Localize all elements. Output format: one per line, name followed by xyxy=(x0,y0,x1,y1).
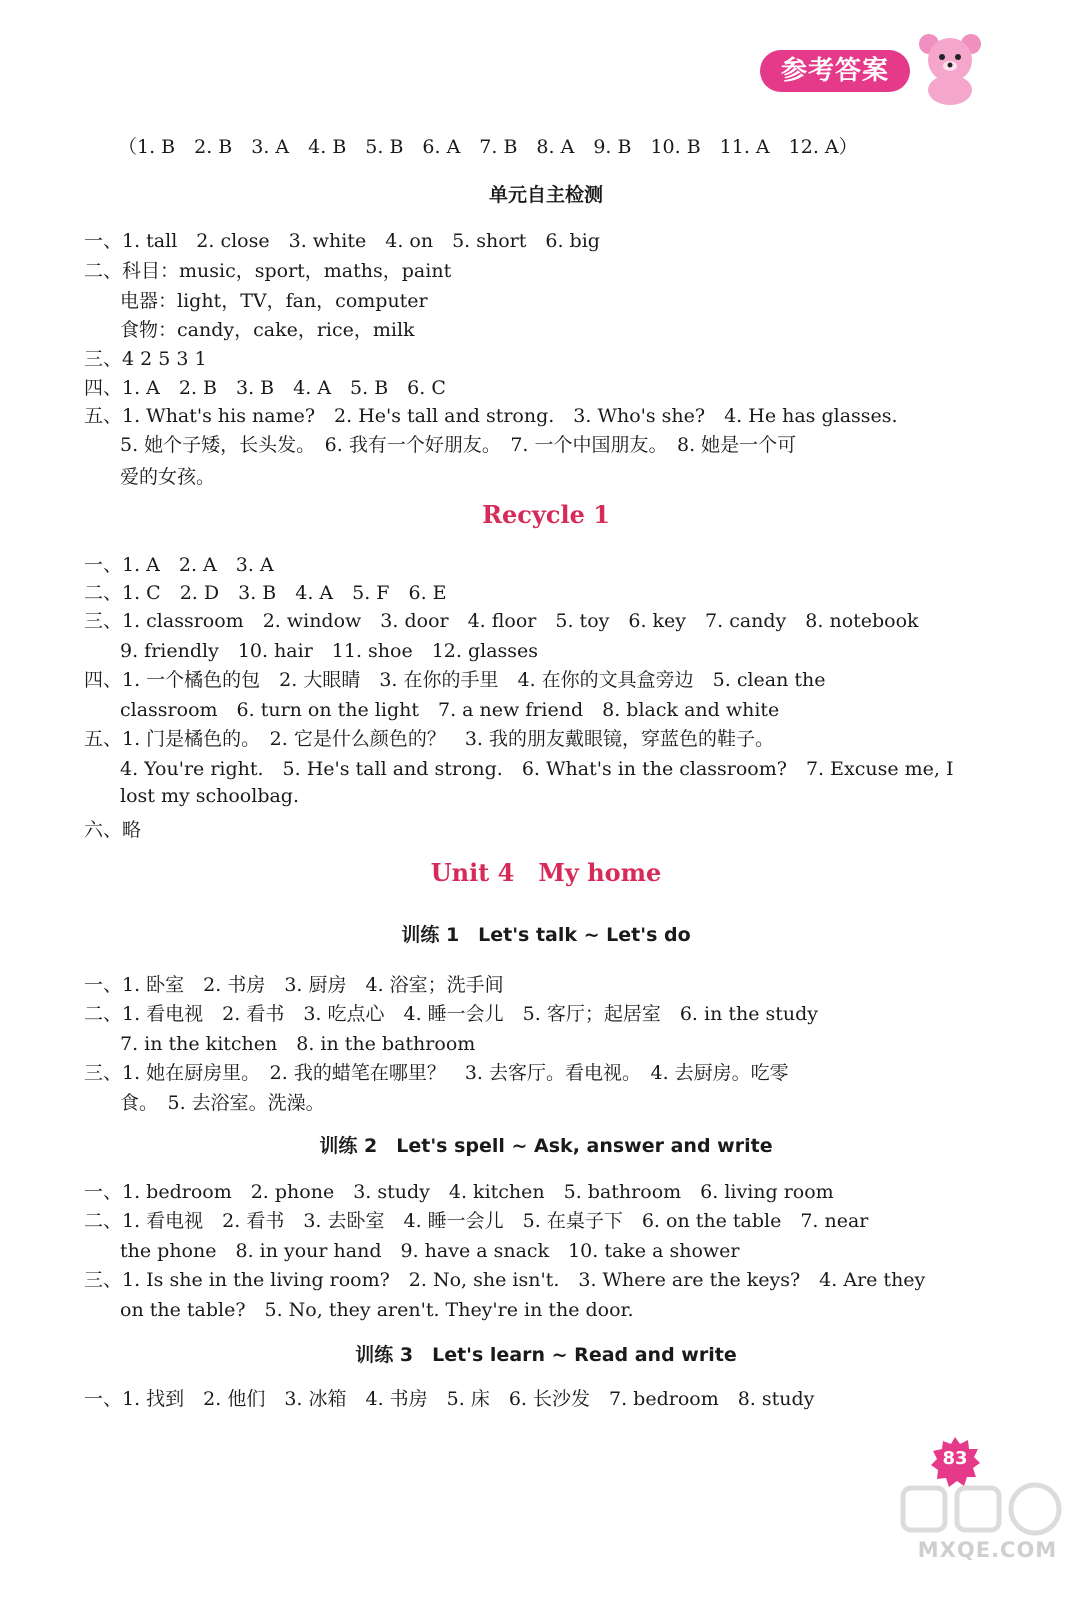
answers-line: 三、4 2 5 3 1 xyxy=(84,348,207,370)
answers-line: 5. 她个子矮，长头发。 6. 我有一个好朋友。 7. 一个中国朋友。 8. 她是一个可 xyxy=(120,434,797,456)
answers-line: 一、1. tall 2. close 3. white 4. on 5. short 6. big xyxy=(84,230,600,252)
answer-key-badge: 参考答案 xyxy=(760,50,910,92)
answers-line: 五、1. What's his name? 2. He's tall and strong. 3. Who's she? 4. He has glasses. xyxy=(84,405,898,427)
heading-unit-4: Unit 4 My home xyxy=(430,858,662,887)
answers-line: 7. in the kitchen 8. in the bathroom xyxy=(120,1033,476,1055)
answers-line: 一、1. A 2. A 3. A xyxy=(84,554,274,576)
answers-line: 四、1. 一个橘色的包 2. 大眼睛 3. 在你的手里 4. 在你的文具盒旁边 5. clean the xyxy=(84,669,826,691)
section-title-training-1: 训练 1 Let's talk ~ Let's do xyxy=(401,924,691,946)
answers-line: 五、1. 门是橘色的。 2. 它是什么颜色的？ 3. 我的朋友戴眼镜，穿蓝色的鞋子。 xyxy=(84,728,775,750)
answers-line: lost my schoolbag. xyxy=(120,785,300,807)
heading-recycle-1: Recycle 1 xyxy=(482,500,610,529)
answers-line: 二、1. 看电视 2. 看书 3. 吃点心 4. 睡一会儿 5. 客厅；起居室 6. in the study xyxy=(84,1003,819,1025)
watermark-text: MXQE.COM xyxy=(917,1538,1058,1562)
answers-line: 食物：candy，cake，rice，milk xyxy=(120,319,415,341)
answers-line: 一、1. 找到 2. 他们 3. 冰箱 4. 书房 5. 床 6. 长沙发 7. bedroom 8. study xyxy=(84,1388,815,1410)
answers-line: classroom 6. turn on the light 7. a new friend 8. black and white xyxy=(120,699,780,721)
answers-line: 食。 5. 去浴室。洗澡。 xyxy=(120,1092,325,1114)
answers-line: 二、1. C 2. D 3. B 4. A 5. F 6. E xyxy=(84,582,447,604)
answers-line: 三、1. classroom 2. window 3. door 4. floor 5. toy 6. key 7. candy 8. notebook xyxy=(84,610,919,632)
answers-line: 一、1. bedroom 2. phone 3. study 4. kitchen 5. bathroom 6. living room xyxy=(84,1181,834,1203)
answers-line: 4. You're right. 5. He's tall and strong. 6. What's in the classroom? 7. Excuse me, I xyxy=(120,758,954,780)
answers-line: 四、1. A 2. B 3. B 4. A 5. B 6. C xyxy=(84,377,446,399)
section-title-training-2: 训练 2 Let's spell ~ Ask, answer and write xyxy=(319,1135,773,1157)
answers-line: 一、1. 卧室 2. 书房 3. 厨房 4. 浴室；洗手间 xyxy=(84,974,504,996)
answers-line: the phone 8. in your hand 9. have a snack 10. take a shower xyxy=(120,1240,740,1262)
section-title-training-3: 训练 3 Let's learn ~ Read and write xyxy=(355,1344,737,1366)
answers-line: （1. B 2. B 3. A 4. B 5. B 6. A 7. B 8. A 9. B 10. B 11. A 12. A） xyxy=(118,136,858,158)
answers-line: 9. friendly 10. hair 11. shoe 12. glasses xyxy=(120,640,539,662)
page-number: 83 xyxy=(942,1448,968,1469)
answers-line: 三、1. 她在厨房里。 2. 我的蜡笔在哪里？ 3. 去客厅。看电视。 4. 去厨房。吃零 xyxy=(84,1062,789,1084)
answers-line: 爱的女孩。 xyxy=(120,466,216,488)
section-title-unit-test: 单元自主检测 xyxy=(488,184,603,206)
teddy-bear-icon xyxy=(915,30,985,105)
answers-line: 二、1. 看电视 2. 看书 3. 去卧室 4. 睡一会儿 5. 在桌子下 6. on the table 7. near xyxy=(84,1210,869,1232)
answers-line: 六、略 xyxy=(84,819,142,841)
answers-line: on the table? 5. No, they aren't. They're in the door. xyxy=(120,1299,634,1321)
watermark-logo xyxy=(895,1480,1075,1580)
answers-line: 电器：light，TV，fan，computer xyxy=(120,290,428,312)
answers-line: 二、科目：music，sport，maths，paint xyxy=(84,260,452,282)
answers-line: 三、1. Is she in the living room? 2. No, she isn't. 3. Where are the keys? 4. Are they xyxy=(84,1269,926,1291)
